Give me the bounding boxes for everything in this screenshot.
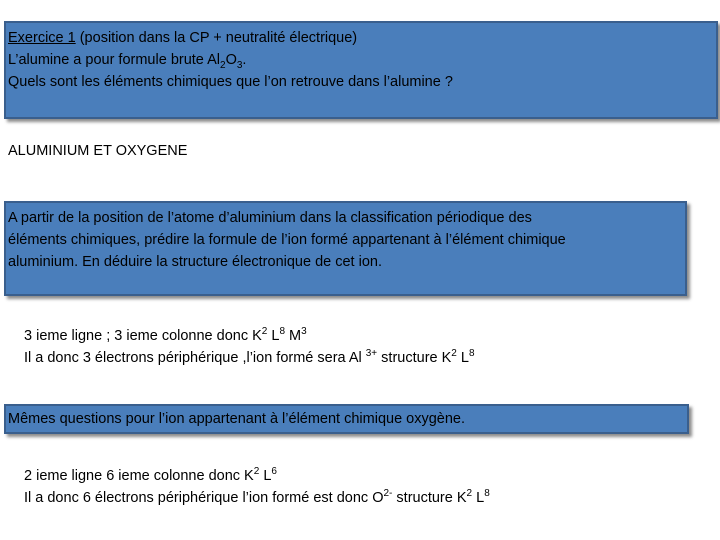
- exercise-1-question: Quels sont les éléments chimiques que l’on retrouve dans l’alumine ?: [8, 74, 453, 90]
- exercise-label: Exercice 1: [8, 30, 76, 46]
- question-3-text: Mêmes questions pour l’ion appartenant à l’élément chimique oxygène.: [8, 411, 466, 427]
- answer-1: ALUMINIUM ET OXYGENE: [8, 143, 188, 159]
- exercise-topic: (position dans la CP + neutralité électrique): [75, 30, 358, 46]
- answer-3-line-1: 2 ieme ligne 6 ieme colonne donc $K^2$ $L^6$: [24, 466, 277, 484]
- answer-3-line-2: Il a donc 6 électrons périphérique l’ion formé est donc $O^{2-}$ structure $K^2$ $L^8$: [24, 488, 490, 506]
- question-2-line-1: A partir de la position de l’atome d’aluminium dans la classification périodique des: [8, 210, 532, 226]
- exercise-1-title: [8, 28, 357, 48]
- question-2-line-2: éléments chimiques, prédire la formule de l’ion formé appartenant à l’élément chimique: [8, 232, 566, 248]
- answer-2-line-1: 3 ieme ligne ; 3 ieme colonne donc $K^2$ $L^8$ $M^3$: [24, 326, 307, 344]
- answer-2-line-2: Il a donc 3 électrons périphérique ,l’ion formé sera Al $^{3+}$ structure $K^2$ $L^8$: [24, 348, 475, 366]
- question-2-line-3: aluminium. En déduire la structure électronique de cet ion.: [8, 254, 382, 270]
- exercise-1-formula-line: L’alumine a pour formule brute $Al_2O_3$.: [8, 52, 247, 71]
